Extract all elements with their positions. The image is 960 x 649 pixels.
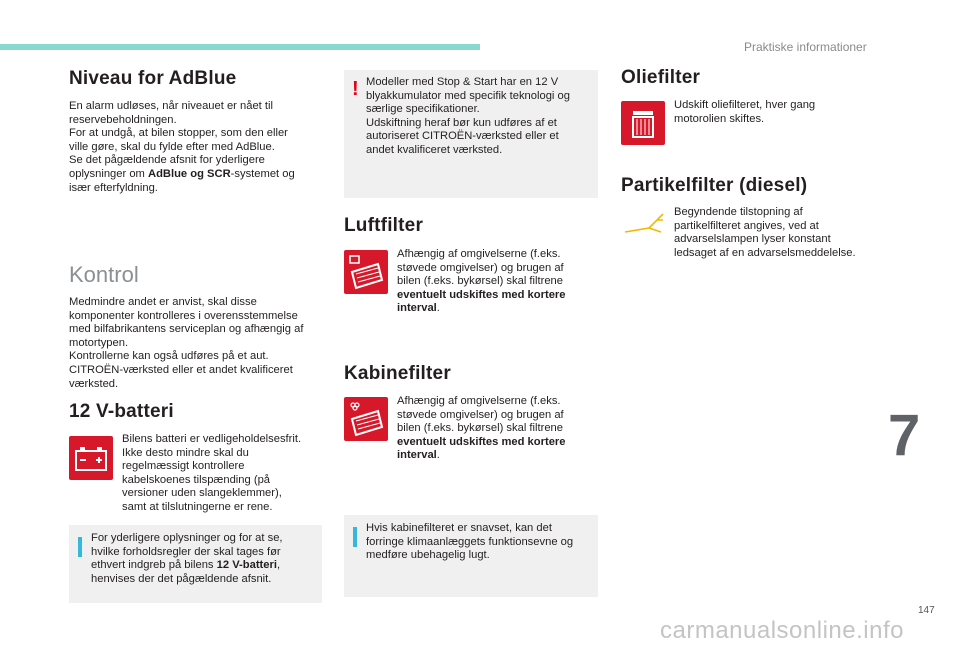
header-accent-bar [0,44,480,50]
battery-text: Bilens batteri er vedligeholdelsesfrit. Ikke desto mindre skal du regelmæssigt kontrollere kabelskoenes tilspænding (på versioner uden slangeklemmer), samt at tilslutningerne er rene. [122,433,302,513]
watermark: carmanualsonline.info [660,617,904,644]
info-icon [78,537,82,557]
battery-info-box [69,525,322,603]
air-filter-icon [344,250,388,294]
battery-title: 12 V-batteri [69,401,174,422]
oilfilter-title: Oliefilter [621,67,701,88]
airfilter-title: Luftfilter [344,215,424,236]
chapter-number: 7 [888,403,921,468]
cabinfilter-info-text: Hvis kabinefilteret er snavset, kan det forringe klimaanlæggets funktionsevne og medføre ubehagelig lugt. [366,522,574,562]
cabin-filter-icon [344,397,388,441]
kontrol-text: Medmindre andet er anvist, skal disse komponenter kontrolleres i overensstemmelse med bilfabrikantens serviceplan og afhængig af motortypen. Kontrollerne kan også udføres på et aut. CITROËN-værksted eller et andet kvalificeret værksted. [69,296,304,390]
kontrol-title: Kontrol [69,262,139,287]
info-icon [353,527,357,547]
warning-text: Modeller med Stop & Start har en 12 V blyakkumulator med specifik teknologi og særlige specifikationer. Udskiftning heraf bør kun udføres af et autoriseret CITROËN-værksted eller et andet kvalificeret værksted. [366,76,570,156]
warning-icon: ! [352,78,359,100]
adblue-text: En alarm udløses, når niveauet er nået til reservebeholdningen. For at undgå, at bilen stopper, som den eller ville gøre, skal du fylde efter med AdBlue. Se det pågældende afsnit for yderligere oplysninger om AdBlue og SCR-systemet og især efterfyldning. [69,100,295,194]
oil-filter-icon [621,101,665,145]
particle-text: Begyndende tilstopning af partikelfilteret angives, ved at advarselslampen lyser konstant ledsaget af en advarselsmeddelelse. [674,206,856,259]
warning-box [344,70,598,198]
airfilter-text: Afhængig af omgivelserne (f.eks. støvede omgivelser) og brugen af bilen (f.eks. bykørsel) skal filtrene eventuelt udskiftes med kortere interval. [397,248,566,315]
adblue-title: Niveau for AdBlue [69,68,237,89]
cabinfilter-title: Kabinefilter [344,363,451,384]
running-title: Praktiske informationer [744,40,867,54]
battery-info-text: For yderligere oplysninger og for at se, hvilke forholdsregler der skal tages før ethvert indgreb på bilens 12 V-batteri, henvises der det pågældende afsnit. [91,532,283,585]
wrench-icon [621,206,667,240]
oilfilter-text: Udskift oliefilteret, hver gang motorolien skiftes. [674,99,816,125]
battery-icon [69,436,113,480]
page-number: 147 [918,605,935,616]
particle-title: Partikelfilter (diesel) [621,175,808,196]
cabinfilter-text: Afhængig af omgivelserne (f.eks. støvede omgivelser) og brugen af bilen (f.eks. bykørsel) skal filtrene eventuelt udskiftes med kortere interval. [397,395,566,462]
cabinfilter-info-box [344,515,598,597]
